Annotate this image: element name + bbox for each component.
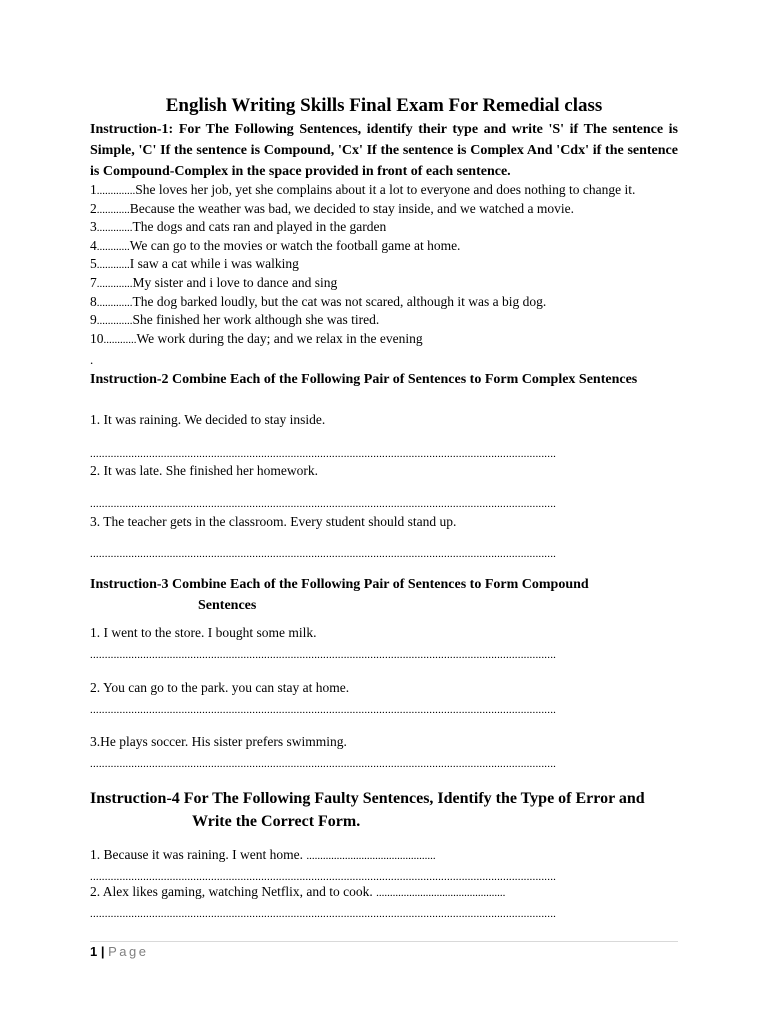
page-number: 1 — [90, 944, 98, 959]
footer-divider — [90, 941, 678, 942]
section2-item-2: 2. It was late. She finished her homework. — [90, 463, 318, 478]
section4-item-1-text: 1. Because it was raining. I went home. — [90, 847, 303, 862]
answer-blank[interactable]: ............ — [96, 203, 130, 216]
answer-blank[interactable]: ............ — [96, 259, 130, 272]
sentence-text: We can go to the movies or watch the football game at home. — [129, 237, 461, 253]
page-label: Page — [108, 944, 149, 959]
instruction-2: Instruction-2 Combine Each of the Following Pair of Sentences to Form Complex Sentences — [90, 372, 638, 387]
section4-item-1 — [90, 846, 436, 865]
sentence-text: She loves her job, yet she complains about it a lot to everyone and does nothing to change it. — [135, 182, 636, 197]
answer-line-4-2[interactable]: .............................................................................................................................................................. — [90, 908, 557, 920]
section1-item — [90, 274, 678, 293]
sentence-text: My sister and i love to dance and sing — [132, 274, 338, 290]
page-title: English Writing Skills Final Exam For Remedial class — [165, 95, 603, 116]
answer-line-4-1[interactable]: .............................................................................................................................................................. — [90, 871, 557, 883]
answer-line-2-3[interactable]: .............................................................................................................................................................. — [90, 548, 557, 560]
instruction-4-line2: Write the Correct Form. — [192, 813, 361, 830]
sentence-text: Because the weather was bad, we decided to stay inside, and we watched a movie. — [129, 200, 574, 216]
section2-item-1: 1. It was raining. We decided to stay inside. — [90, 412, 326, 427]
item-number: 7 — [90, 274, 97, 290]
answer-blank[interactable]: ............. — [96, 296, 133, 309]
item-number: 1 — [90, 182, 97, 197]
instruction-3 — [90, 574, 678, 616]
section2-item-3: 3. The teacher gets in the classroom. Every student should stand up. — [90, 514, 457, 529]
instruction-4-line1: Instruction-4 For The Following Faulty Sentences, Identify the Type of Error and — [90, 790, 645, 807]
sentence-text: I saw a cat while i was walking — [129, 256, 299, 272]
section4-item-2-text: 2. Alex likes gaming, watching Netflix, and to cook. — [90, 884, 373, 899]
section1-item — [90, 218, 678, 237]
item-number: 10 — [90, 330, 104, 346]
footer-separator: | — [100, 944, 105, 959]
instruction-1: Instruction-1: For The Following Sentences, identify their type and write 'S' if The sentence is Simple, 'C' If the sentence is Compound, 'Cx' If the sentence is Complex And 'Cdx' if the sentence is Compound-Complex in the space provided in front of each sentence. — [90, 122, 678, 179]
answer-blank[interactable]: ............ — [96, 240, 130, 253]
sentence-text: She finished her work although she was tired. — [132, 312, 380, 328]
section1-item — [90, 237, 678, 256]
answer-blank-4-2[interactable]: ............................................... — [376, 887, 506, 899]
instruction-4 — [90, 787, 678, 833]
section1-item — [90, 293, 678, 312]
section1-item — [90, 181, 678, 200]
answer-line-3-3[interactable]: .............................................................................................................................................................. — [90, 758, 557, 770]
section1-item — [90, 311, 678, 330]
section3-item-2: 2. You can go to the park. you can stay at home. — [90, 680, 350, 695]
answer-line-3-2[interactable]: .............................................................................................................................................................. — [90, 704, 557, 716]
instruction-3-line2: Sentences — [198, 598, 257, 613]
answer-blank[interactable]: ............ — [103, 333, 137, 346]
section4-item-2 — [90, 883, 505, 902]
item-number: 2 — [90, 200, 97, 216]
section1-item — [90, 330, 678, 349]
instruction-3-line1: Instruction-3 Combine Each of the Following Pair of Sentences to Form Compound — [90, 577, 589, 592]
stray-mark: . — [90, 352, 94, 367]
section1-item — [90, 200, 678, 219]
section1-list — [90, 181, 678, 348]
item-number: 5 — [90, 256, 97, 272]
answer-line-3-1[interactable]: .............................................................................................................................................................. — [90, 649, 557, 661]
answer-blank[interactable]: .............. — [96, 185, 136, 197]
section1-item — [90, 255, 678, 274]
item-number: 9 — [90, 312, 97, 328]
answer-blank[interactable]: ............. — [96, 315, 133, 328]
answer-line-2-2[interactable]: .............................................................................................................................................................. — [90, 498, 557, 510]
item-number: 3 — [90, 219, 97, 235]
section3-item-3: 3.He plays soccer. His sister prefers swimming. — [90, 734, 347, 749]
answer-blank-4-1[interactable]: ............................................... — [306, 850, 436, 862]
answer-blank[interactable]: ............. — [96, 277, 133, 290]
sentence-text: The dog barked loudly, but the cat was not scared, although it was a big dog. — [132, 293, 547, 309]
sentence-text: The dogs and cats ran and played in the garden — [132, 219, 387, 235]
section3-item-1: 1. I went to the store. I bought some milk. — [90, 625, 317, 640]
item-number: 4 — [90, 237, 97, 253]
item-number: 8 — [90, 293, 97, 309]
sentence-text: We work during the day; and we relax in the evening — [136, 330, 423, 346]
page-footer — [90, 943, 149, 961]
answer-line-2-1[interactable]: .............................................................................................................................................................. — [90, 448, 557, 460]
answer-blank[interactable]: ............. — [96, 222, 133, 235]
